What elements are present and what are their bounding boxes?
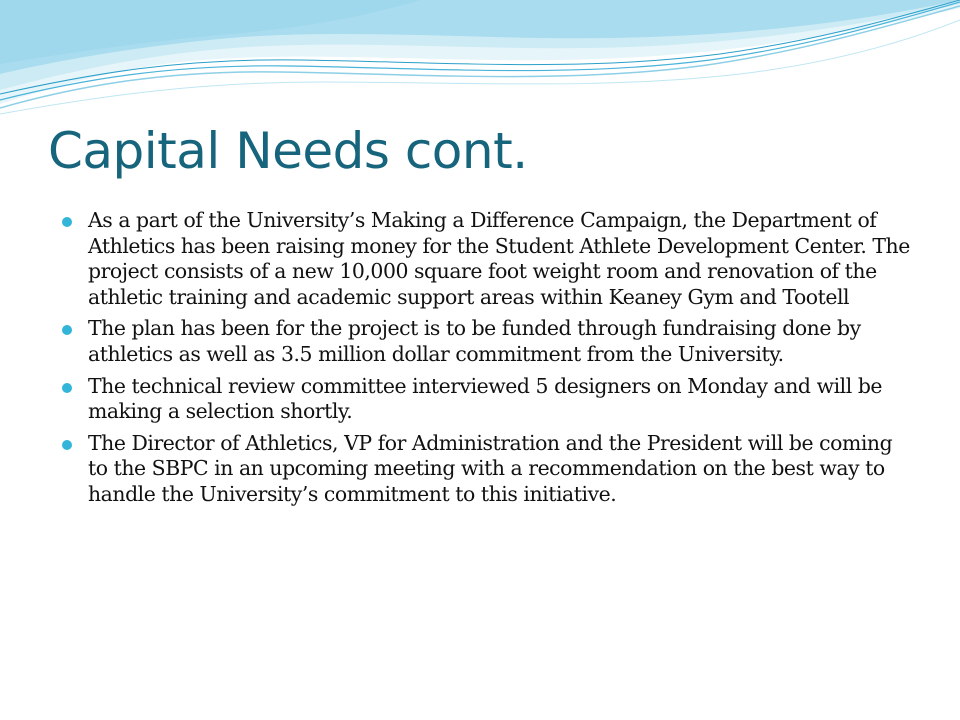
bullet-text: The plan has been for the project is to be funded through fundraising done by athletics as well as 3.5 million dollar commitment from the University. (88, 316, 861, 366)
list-item (58, 316, 910, 367)
list-item (58, 431, 910, 508)
list-item (58, 374, 910, 425)
bullet-list (58, 208, 910, 514)
bullet-dot-icon (62, 325, 72, 335)
header-wave-decoration (0, 0, 960, 130)
bullet-dot-icon (62, 440, 72, 450)
bullet-dot-icon (62, 217, 72, 227)
bullet-dot-icon (62, 383, 72, 393)
bullet-text: As a part of the University’s Making a Difference Campaign, the Department of Athletics has been raising money for the Student Athlete Development Center. The project consists of a new 10,000 square foot weight room and renovation of the athletic training and academic support areas within Keaney Gym and Tootell (88, 208, 910, 309)
slide-title: Capital Needs cont. (48, 122, 528, 180)
bullet-text: The Director of Athletics, VP for Administration and the President will be coming to the SBPC in an upcoming meeting with a recommendation on the best way to handle the University’s commitment to this initiative. (88, 430, 893, 506)
list-item (58, 208, 910, 310)
bullet-text: The technical review committee interviewed 5 designers on Monday and will be making a selection shortly. (88, 373, 883, 424)
